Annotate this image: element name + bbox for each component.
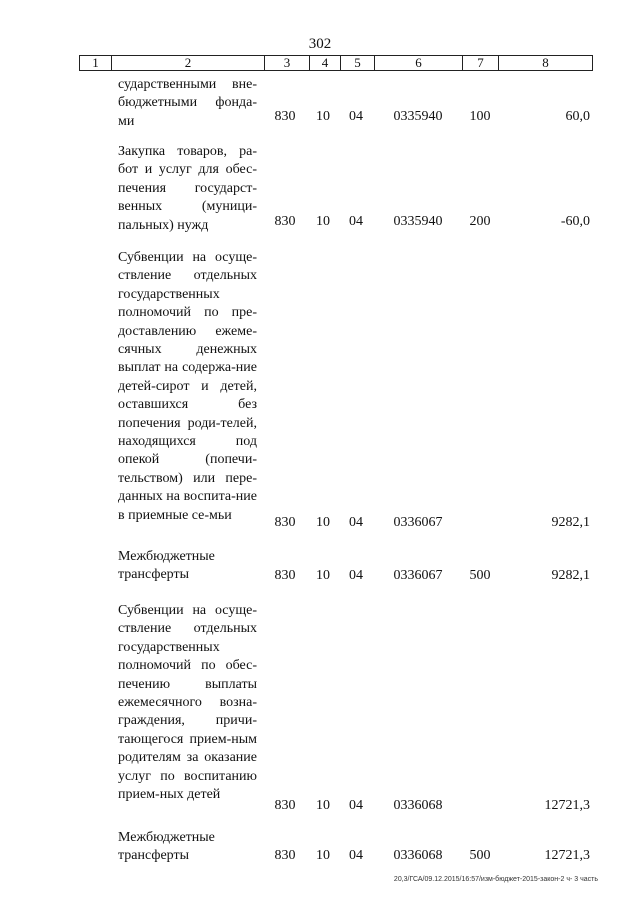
cell-col-8: 9282,1 (551, 568, 590, 583)
cell-col-5: 04 (349, 568, 363, 583)
cell-col-7: 200 (469, 214, 491, 229)
document-footer: 20,3/ГСА/09.12.2015/16:57/изм-бюджет-2015-закон-2 ч- 3 часть (393, 876, 598, 883)
cell-col-6: 0336068 (393, 848, 443, 863)
cell-col-3: 830 (274, 109, 296, 124)
cell-col-7: 500 (469, 568, 491, 583)
row-description: сударственными вне-бюджетными фонда-ми (118, 77, 257, 129)
header-col-6: 6 (415, 55, 422, 70)
cell-col-4: 10 (316, 798, 330, 813)
cell-col-7: 100 (469, 109, 491, 124)
cell-col-6: 0336067 (393, 568, 443, 583)
page-number: 302 (308, 36, 332, 52)
cell-col-6: 0336068 (393, 798, 443, 813)
cell-col-6: 0336067 (393, 515, 443, 530)
row-description: Межбюджетные трансферты (118, 830, 215, 864)
cell-col-3: 830 (274, 214, 296, 229)
header-col-8: 8 (542, 55, 549, 70)
cell-col-3: 830 (274, 798, 296, 813)
row-description: Субвенции на осуще-ствление отдельных государственных полномочий по обес-печению выплаты ежемесячного возна-граждения, причи-тающегося прием-ным родителям за оказание услуг по воспитанию прием-ных детей (118, 603, 257, 803)
cell-col-8: 12721,3 (544, 848, 590, 863)
table-header (79, 55, 593, 71)
cell-col-5: 04 (349, 515, 363, 530)
cell-col-8: -60,0 (560, 214, 590, 229)
cell-col-5: 04 (349, 214, 363, 229)
cell-col-4: 10 (316, 568, 330, 583)
header-col-4: 4 (321, 55, 329, 70)
cell-col-7: 500 (469, 848, 491, 863)
header-col-7: 7 (477, 55, 484, 70)
header-col-1: 1 (92, 55, 99, 70)
cell-col-3: 830 (274, 568, 296, 583)
cell-col-4: 10 (316, 214, 330, 229)
cell-col-4: 10 (316, 515, 330, 530)
cell-col-4: 10 (316, 109, 330, 124)
cell-col-8: 9282,1 (551, 515, 590, 530)
cell-col-4: 10 (316, 848, 330, 863)
cell-col-5: 04 (349, 798, 363, 813)
row-description: Межбюджетные трансферты (118, 549, 215, 583)
cell-col-3: 830 (274, 848, 296, 863)
cell-col-8: 12721,3 (544, 798, 590, 813)
header-col-5: 5 (354, 55, 361, 70)
cell-col-6: 0335940 (393, 109, 443, 124)
row-description: Субвенции на осуще-ствление отдельных государственных полномочий по пре-доставлению ежеме-сячных денежных выплат на содержа-ние детей-сирот и детей, оставшихся без попечения роди-телей, находящихся под опекой (попечи-тельством) или пере-данных на воспита-ние в приемные се-мьи (118, 250, 257, 523)
cell-col-8: 60,0 (565, 109, 590, 124)
cell-col-6: 0335940 (393, 214, 443, 229)
cell-col-5: 04 (349, 848, 363, 863)
row-description: Закупка товаров, ра-бот и услуг для обес-печения государст-венных (муници-пальных) нужд (118, 144, 257, 233)
header-col-3: 3 (283, 55, 291, 70)
cell-col-5: 04 (349, 109, 363, 124)
cell-col-3: 830 (274, 515, 296, 530)
header-col-2: 2 (184, 55, 192, 70)
